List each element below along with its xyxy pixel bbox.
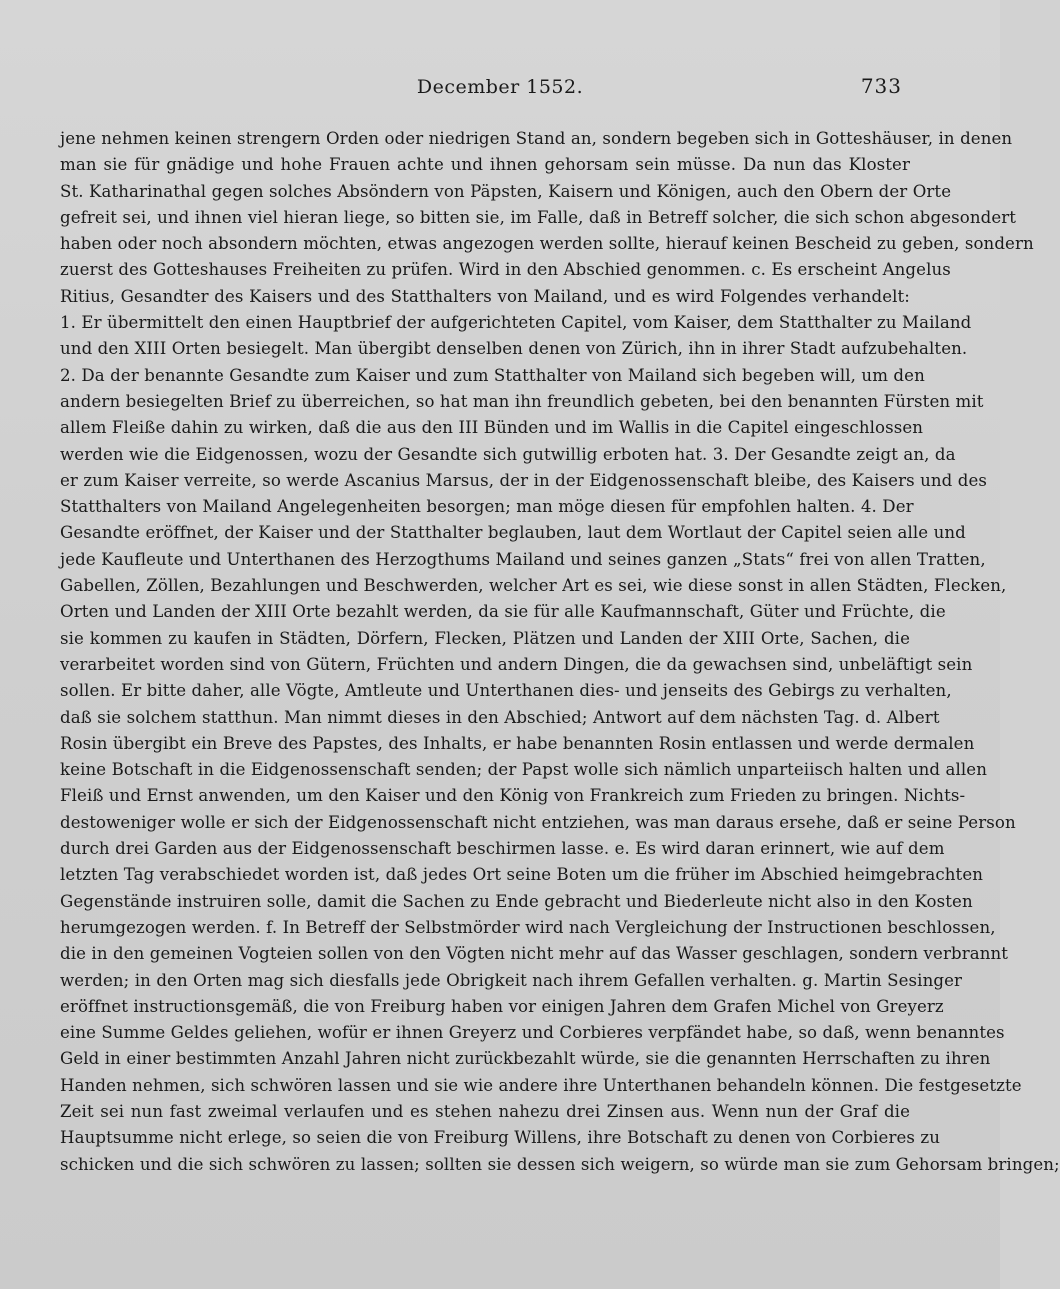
text-line: sie kommen zu kaufen in Städten, Dörfern, Flecken, Plätzen und Landen der XIII Orte, Sachen, die: [60, 628, 910, 648]
text-line: durch drei Garden aus der Eidgenossenschaft beschirmen lasse. e. Es wird daran erinnert, wie auf dem: [60, 839, 945, 859]
text-line: und den XIII Orten besiegelt. Man übergibt denselben denen von Zürich, ihn in ihrer Stadt aufzubehalten.: [60, 339, 968, 359]
text-line: die in den gemeinen Vogteien sollen von den Vögten nicht mehr auf das Wasser geschlagen, sondern verbrannt: [60, 944, 1009, 964]
text-line: zuerst des Gotteshauses Freiheiten zu prüfen. Wird in den Abschied genommen. c. Es erscheint Angelus: [60, 260, 951, 280]
text-line: andern besiegelten Brief zu überreichen, so hat man ihn freundlich gebeten, bei den benannten Fürsten mit: [60, 391, 984, 411]
text-line: St. Katharinathal gegen solches Absöndern von Päpsten, Kaisern und Königen, auch den Obern der Orte: [60, 181, 952, 201]
text-line: verarbeitet worden sind von Gütern, Früchten und andern Dingen, die da gewachsen sind, unbeläftigt sein: [60, 654, 973, 674]
text-line: eine Summe Geldes geliehen, wofür er ihnen Greyerz und Corbieres verpfändet habe, so daß, wenn benanntes: [60, 1023, 1005, 1043]
text-line: Zeit sei nun fast zweimal verlaufen und es stehen nahezu drei Zinsen aus. Wenn nun der Graf die: [60, 1101, 910, 1121]
text-line: letzten Tag verabschiedet worden ist, daß jedes Ort seine Boten um die früher im Abschied heimgebrachten: [60, 865, 984, 885]
running-header: [60, 74, 940, 104]
body-text: [60, 126, 1060, 1178]
text-line: jede Kaufleute und Unterthanen des Herzogthums Mailand und seines ganzen „Stats“ frei von allen Tratten,: [60, 549, 986, 569]
text-line: Handen nehmen, sich schwören lassen und sie wie andere ihre Unterthanen behandeln können. Die festgesetzte: [60, 1075, 1022, 1095]
text-line: er zum Kaiser verreite, so werde Ascanius Marsus, der in der Eidgenossenschaft bleibe, des Kaisers und des: [60, 470, 988, 490]
text-line: haben oder noch absondern möchten, etwas angezogen werden sollte, hierauf keinen Bescheid zu geben, sondern: [60, 234, 1034, 254]
text-line: schicken und die sich schwören zu lassen; sollten sie dessen sich weigern, so würde man sie zum Gehorsam bringen;: [60, 1154, 1060, 1174]
text-line: daß sie solchem statthun. Man nimmt dieses in den Abschied; Antwort auf dem nächsten Tag. d. Albert: [60, 707, 940, 727]
page-number: 733: [860, 74, 902, 98]
text-line: destoweniger wolle er sich der Eidgenossenschaft nicht entziehen, was man daraus ersehe, daß er seine Person: [60, 812, 1016, 832]
text-line: Geld in einer bestimmten Anzahl Jahren nicht zurückbezahlt würde, sie die genannten Herrschaften zu ihren: [60, 1049, 991, 1069]
text-line: Gabellen, Zöllen, Bezahlungen und Beschwerden, welcher Art es sei, wie diese sonst in allen Städten, Flecken,: [60, 576, 1007, 596]
text-line: Gegenstände instruiren solle, damit die Sachen zu Ende gebracht und Biederleute nicht also in den Kosten: [60, 891, 973, 911]
text-line: Gesandte eröffnet, der Kaiser und der Statthalter beglauben, laut dem Wortlaut der Capitel seien alle und: [60, 523, 966, 543]
text-line: werden; in den Orten mag sich diesfalls jede Obrigkeit nach ihrem Gefallen verhalten. g. Martin Sesinger: [60, 970, 963, 990]
text-line: herumgezogen werden. f. In Betreff der Selbstmörder wird nach Vergleichung der Instructionen beschlossen,: [60, 917, 996, 937]
running-title: December 1552.: [416, 76, 584, 98]
text-line: 2. Da der benannte Gesandte zum Kaiser und zum Statthalter von Mailand sich begeben will, um den: [60, 365, 925, 385]
text-line: gefreit sei, und ihnen viel hieran liege, so bitten sie, im Falle, daß in Betreff solcher, die sich schon abgesondert: [60, 207, 1017, 227]
text-line: Orten und Landen der XIII Orte bezahlt werden, da sie für alle Kaufmannschaft, Güter und Früchte, die: [60, 602, 946, 622]
text-line: man sie für gnädige und hohe Frauen achte und ihnen gehorsam sein müsse. Da nun das Kloster: [60, 155, 910, 175]
text-line: werden wie die Eidgenossen, wozu der Gesandte sich gutwillig erboten hat. 3. Der Gesandte zeigt an, da: [60, 444, 956, 464]
text-line: Statthalters von Mailand Angelegenheiten besorgen; man möge diesen für empfohlen halten. 4. Der: [60, 497, 914, 517]
text-line: 1. Er übermittelt den einen Hauptbrief der aufgerichteten Capitel, vom Kaiser, dem Statthalter zu Mailand: [60, 313, 972, 333]
text-line: Fleiß und Ernst anwenden, um den Kaiser und den König von Frankreich zum Frieden zu bringen. Nichts-: [60, 786, 966, 806]
text-line: allem Fleiße dahin zu wirken, daß die aus den III Bünden und im Wallis in die Capitel eingeschlossen: [60, 418, 924, 438]
text-line: keine Botschaft in die Eidgenossenschaft senden; der Papst wolle sich nämlich unparteiisch halten und allen: [60, 760, 988, 780]
text-line: sollen. Er bitte daher, alle Vögte, Amtleute und Unterthanen dies- und jenseits des Gebirgs zu verhalten,: [60, 681, 952, 701]
text-line: Ritius, Gesandter des Kaisers und des Statthalters von Mailand, und es wird Folgendes verhandelt:: [60, 286, 910, 306]
text-line: Hauptsumme nicht erlege, so seien die von Freiburg Willens, ihre Botschaft zu denen von Corbieres zu: [60, 1128, 941, 1148]
text-line: jene nehmen keinen strengern Orden oder niedrigen Stand an, sondern begeben sich in Gotteshäuser, in denen: [60, 129, 1013, 148]
text-line: eröffnet instructionsgemäß, die von Freiburg haben vor einigen Jahren dem Grafen Michel von Greyerz: [60, 996, 944, 1016]
text-line: Rosin übergibt ein Breve des Papstes, des Inhalts, er habe benannten Rosin entlassen und werde dermalen: [60, 733, 975, 753]
